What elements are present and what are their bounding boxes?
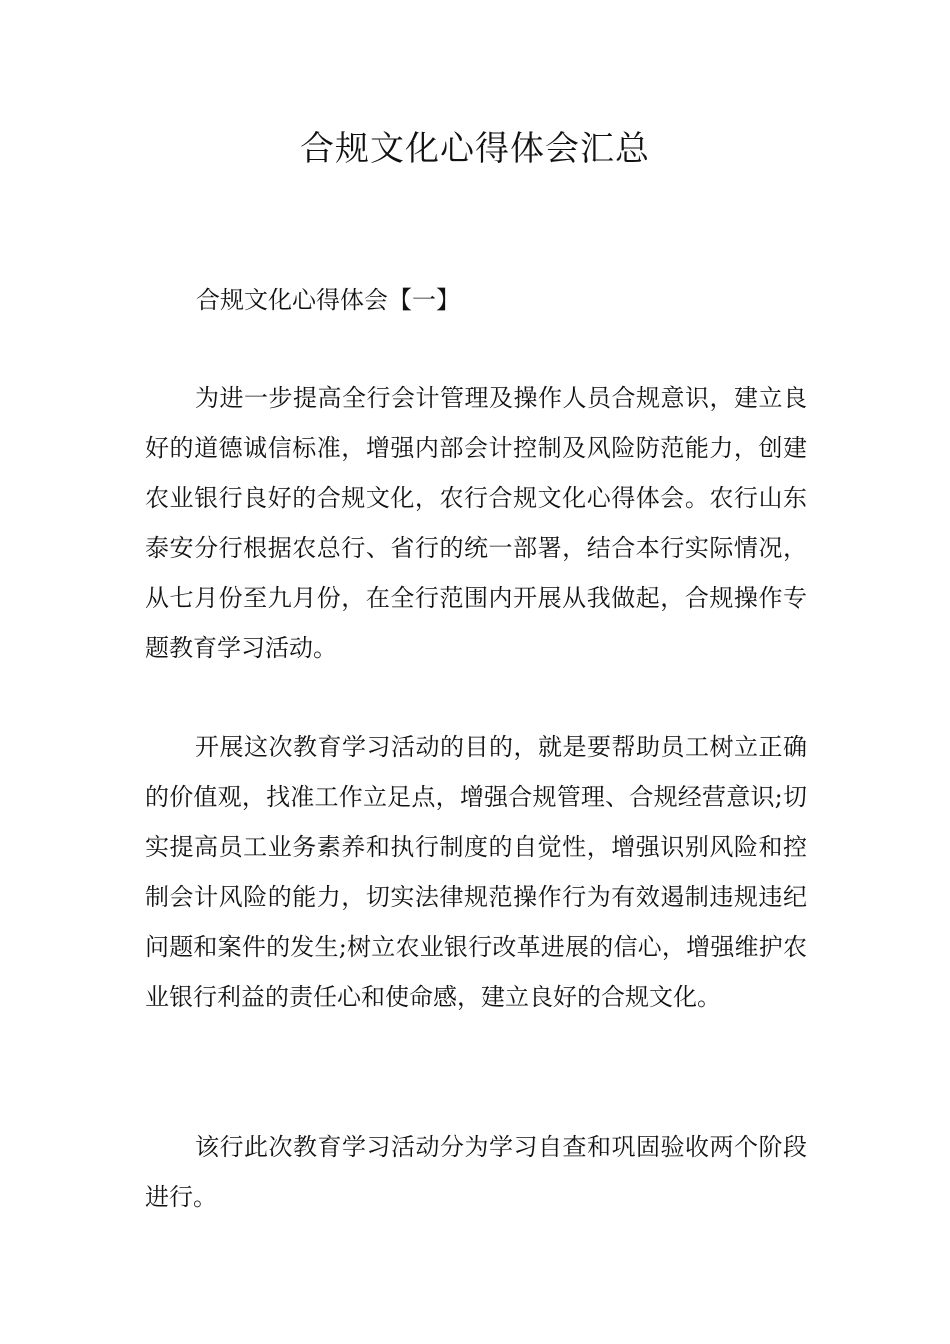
paragraph-1: 为进一步提高全行会计管理及操作人员合规意识，建立良好的道德诚信标准，增强内部会计控制及风险防范能力，创建农业银行良好的合规文化，农行合规文化心得体会。农行山东泰安分行根据农总行、省行的统一部署，结合本行实际情况，从七月份至九月份，在全行范围内开展从我做起，合规操作专题教育学习活动。 <box>145 384 807 662</box>
document-title: 合规文化心得体会汇总 <box>300 129 650 169</box>
paragraph-3: 该行此次教育学习活动分为学习自查和巩固验收两个阶段进行。 <box>145 1133 807 1211</box>
section-heading: 合规文化心得体会【一】 <box>196 286 460 314</box>
paragraph-2: 开展这次教育学习活动的目的，就是要帮助员工树立正确的价值观，找准工作立足点，增强合规管理、合规经营意识;切实提高员工业务素养和执行制度的自觉性，增强识别风险和控制会计风险的能力，切实法律规范操作行为有效遏制违规违纪问题和案件的发生;树立农业银行改革进展的信心，增强维护农业银行利益的责任心和使命感，建立良好的合规文化。 <box>145 733 807 1011</box>
